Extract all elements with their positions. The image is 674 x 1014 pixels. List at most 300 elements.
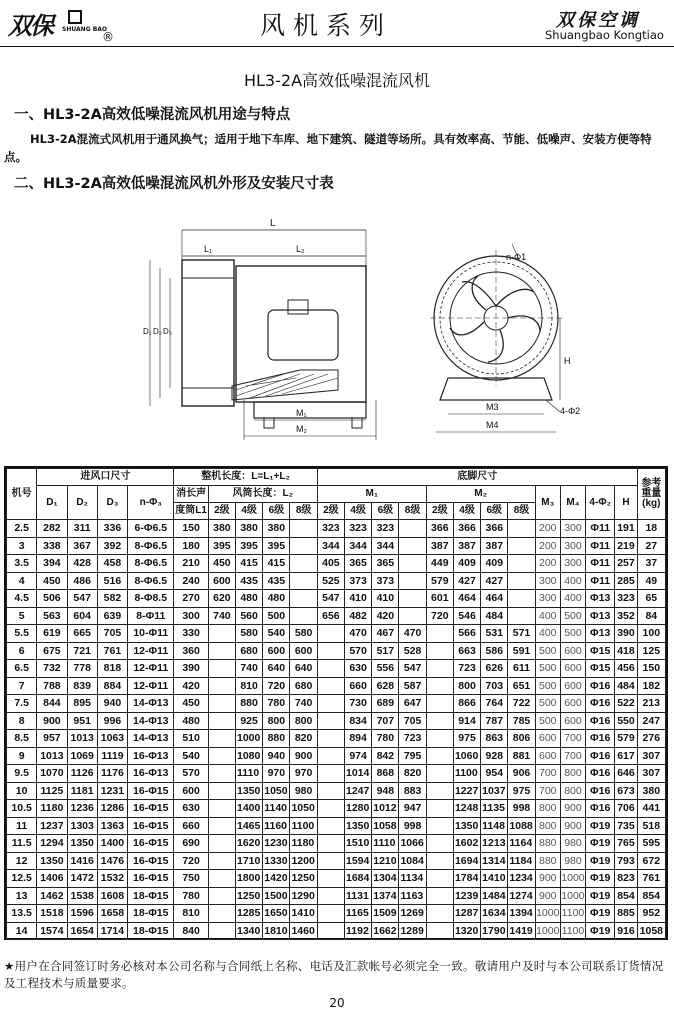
table-cell: 395 (263, 537, 290, 555)
table-cell: 311 (67, 520, 97, 538)
table-cell: 410 (372, 590, 399, 608)
table-cell: 735 (615, 817, 637, 835)
table-cell: 1231 (97, 782, 127, 800)
table-cell: 1013 (67, 730, 97, 748)
table-cell: 665 (67, 625, 97, 643)
table-cell (426, 730, 453, 748)
table-cell: 640 (263, 660, 290, 678)
table-cell: 1269 (399, 905, 426, 923)
table-cell (426, 747, 453, 765)
table-cell: 1594 (345, 852, 372, 870)
table-row (7, 887, 666, 905)
table-cell: 338 (37, 537, 67, 555)
table-cell: 1058 (637, 922, 665, 940)
table-cell: 390 (174, 660, 208, 678)
col-weight: 参考重量(kg) (637, 469, 665, 520)
table-cell: 800 (535, 800, 560, 818)
table-cell: Φ16 (586, 765, 615, 783)
table-cell (508, 607, 535, 625)
table-cell: 1350 (67, 835, 97, 853)
table-cell: 630 (345, 660, 372, 678)
table-cell (399, 607, 426, 625)
table-cell: 500 (535, 642, 560, 660)
table-cell: 18-Φ15 (128, 922, 174, 940)
brand-english: Shuangbao Kongtiao (545, 28, 664, 42)
table-cell: 344 (345, 537, 372, 555)
table-cell (426, 800, 453, 818)
dim-M1: M₁ (296, 408, 307, 418)
table-cell (317, 800, 344, 818)
table-cell: Φ13 (586, 590, 615, 608)
table-cell: 750 (174, 870, 208, 888)
col-M1-6: 6级 (372, 503, 399, 520)
table-cell: 600 (560, 712, 585, 730)
table-cell (290, 520, 317, 538)
table-cell: 180 (174, 537, 208, 555)
table-cell: 366 (453, 520, 480, 538)
table-cell: Φ16 (586, 800, 615, 818)
dim-M2: M₂ (296, 424, 307, 434)
table-cell: 885 (615, 905, 637, 923)
table-cell: 1165 (345, 905, 372, 923)
table-cell (290, 537, 317, 555)
col-M1-8: 8级 (399, 503, 426, 520)
table-cell (399, 572, 426, 590)
table-cell: 1237 (37, 817, 67, 835)
table-cell: 628 (372, 677, 399, 695)
table-cell: 1192 (345, 922, 372, 940)
table-cell: 10-Φ11 (128, 625, 174, 643)
front-view (430, 244, 580, 432)
table-cell: 366 (426, 520, 453, 538)
col-L2-6: 6级 (263, 503, 290, 520)
table-cell: 975 (453, 730, 480, 748)
table-cell: 8-Φ6.5 (128, 555, 174, 573)
table-cell: 12-Φ11 (128, 660, 174, 678)
table-cell: Φ16 (586, 747, 615, 765)
table-cell: 740 (208, 607, 235, 625)
table-row (7, 817, 666, 835)
table-cell (208, 852, 235, 870)
table-cell: 706 (615, 800, 637, 818)
table-cell (317, 835, 344, 853)
table-cell: 900 (535, 870, 560, 888)
col-L2-4: 4级 (236, 503, 263, 520)
table-row (7, 537, 666, 555)
table-cell: 276 (637, 730, 665, 748)
table-cell: 1650 (263, 905, 290, 923)
table-cell: 1058 (372, 817, 399, 835)
table-cell: 323 (317, 520, 344, 538)
table-cell: 1110 (372, 835, 399, 853)
table-cell: 1290 (290, 887, 317, 905)
col-M2-8: 8级 (508, 503, 535, 520)
table-cell: 257 (615, 555, 637, 573)
table-cell: 806 (508, 730, 535, 748)
table-cell: 500 (263, 607, 290, 625)
table-cell: 951 (67, 712, 97, 730)
table-cell: 16-Φ15 (128, 852, 174, 870)
table-cell: 1050 (290, 800, 317, 818)
table-cell: 435 (236, 572, 263, 590)
table-cell: 1662 (372, 922, 399, 940)
col-D3: D₃ (97, 486, 127, 520)
dim-L2: L₂ (296, 244, 305, 254)
table-cell: 884 (97, 677, 127, 695)
table-cell: 49 (637, 572, 665, 590)
table-cell: 380 (236, 520, 263, 538)
table-cell: Φ16 (586, 695, 615, 713)
table-cell (208, 887, 235, 905)
table-cell: 470 (345, 625, 372, 643)
table-cell: Φ15 (586, 642, 615, 660)
table-cell: 800 (290, 712, 317, 730)
table-row (7, 660, 666, 678)
table-cell: 9 (7, 747, 37, 765)
table-cell: 1810 (263, 922, 290, 940)
table-cell: 689 (372, 695, 399, 713)
table-cell: 14-Φ13 (128, 712, 174, 730)
table-cell: 1100 (560, 905, 585, 923)
table-cell: 522 (615, 695, 637, 713)
dim-M4: M4 (486, 420, 499, 430)
table-cell (290, 572, 317, 590)
table-row (7, 922, 666, 940)
table-cell: 7 (7, 677, 37, 695)
table-cell: 500 (535, 712, 560, 730)
table-cell: Φ19 (586, 887, 615, 905)
table-cell: 600 (208, 572, 235, 590)
table-cell: 1790 (481, 922, 508, 940)
table-cell (208, 712, 235, 730)
table-cell: 700 (560, 730, 585, 748)
dim-D3: D₃ (163, 327, 173, 336)
table-cell (426, 677, 453, 695)
table-cell: 1784 (453, 870, 480, 888)
table-row (7, 765, 666, 783)
table-cell: 703 (481, 677, 508, 695)
table-cell: 500 (535, 695, 560, 713)
table-cell: 18-Φ15 (128, 905, 174, 923)
table-cell (508, 572, 535, 590)
table-cell: 587 (399, 677, 426, 695)
table-cell: 323 (615, 590, 637, 608)
table-cell (317, 817, 344, 835)
col-L2-8: 8级 (290, 503, 317, 520)
table-cell: 213 (637, 695, 665, 713)
table-cell: 366 (481, 520, 508, 538)
col-M2-2: 2级 (426, 503, 453, 520)
col-M2-4: 4级 (453, 503, 480, 520)
table-cell: 285 (615, 572, 637, 590)
table-cell: 323 (345, 520, 372, 538)
table-cell: 900 (560, 817, 585, 835)
table-cell (208, 870, 235, 888)
table-cell: 1602 (453, 835, 480, 853)
table-cell: 16-Φ15 (128, 817, 174, 835)
table-cell: 1400 (236, 800, 263, 818)
table-cell: 547 (317, 590, 344, 608)
table-cell: 405 (317, 555, 344, 573)
table-cell: 761 (97, 642, 127, 660)
logo-english: SHUANG BAO (62, 26, 108, 33)
table-cell: 1419 (508, 922, 535, 940)
table-cell: 16-Φ15 (128, 782, 174, 800)
table-cell: 881 (508, 747, 535, 765)
table-cell: 673 (615, 782, 637, 800)
table-cell: 839 (67, 677, 97, 695)
table-row (7, 572, 666, 590)
table-row (7, 677, 666, 695)
col-nphi3: n-Φ₃ (128, 486, 174, 520)
table-cell: 1181 (67, 782, 97, 800)
table-cell: 6-Φ6.5 (128, 520, 174, 538)
table-cell: 700 (560, 747, 585, 765)
table-cell: 395 (208, 537, 235, 555)
table-cell: 914 (453, 712, 480, 730)
table-cell: 579 (615, 730, 637, 748)
table-cell: 600 (560, 677, 585, 695)
table-cell: 531 (481, 625, 508, 643)
table-cell: 18-Φ15 (128, 887, 174, 905)
table-cell: 450 (174, 695, 208, 713)
table-cell: 1134 (399, 870, 426, 888)
table-cell: 975 (508, 782, 535, 800)
company-logo (6, 4, 118, 46)
table-cell: 611 (508, 660, 535, 678)
table-cell: 722 (508, 695, 535, 713)
table-cell: 525 (317, 572, 344, 590)
table-cell: 282 (37, 520, 67, 538)
table-cell: 450 (208, 555, 235, 573)
table-cell: 6.5 (7, 660, 37, 678)
table-cell: 952 (637, 905, 665, 923)
table-cell (317, 625, 344, 643)
table-cell: 390 (615, 625, 637, 643)
table-cell: 900 (535, 887, 560, 905)
table-cell: 1060 (453, 747, 480, 765)
table-cell: 467 (372, 625, 399, 643)
table-cell: 4 (7, 572, 37, 590)
col-H: H (615, 486, 637, 520)
table-row (7, 642, 666, 660)
table-cell: 13 (7, 887, 37, 905)
table-cell: 300 (560, 537, 585, 555)
col-M4: M₄ (560, 486, 585, 520)
table-cell: 456 (615, 660, 637, 678)
table-cell (208, 730, 235, 748)
table-cell: 11.5 (7, 835, 37, 853)
table-cell: 996 (97, 712, 127, 730)
table-cell: 7.5 (7, 695, 37, 713)
table-cell: 1135 (481, 800, 508, 818)
table-cell: 420 (174, 677, 208, 695)
table-cell: 13.5 (7, 905, 37, 923)
table-cell: 100 (637, 625, 665, 643)
table-cell: 1574 (37, 922, 67, 940)
table-cell: 780 (174, 887, 208, 905)
table-cell: 1037 (481, 782, 508, 800)
table-cell: Φ19 (586, 835, 615, 853)
table-cell: 740 (290, 695, 317, 713)
table-cell: 500 (535, 660, 560, 678)
side-view (143, 218, 376, 440)
table-cell: 150 (174, 520, 208, 538)
table-cell: 14-Φ13 (128, 695, 174, 713)
table-cell: 800 (453, 677, 480, 695)
table-cell (208, 747, 235, 765)
table-cell: 1714 (97, 922, 127, 940)
table-cell: 563 (37, 607, 67, 625)
table-cell: 600 (535, 747, 560, 765)
col-L2-2: 2级 (208, 503, 235, 520)
table-cell: 1400 (97, 835, 127, 853)
col-M1-2: 2级 (317, 503, 344, 520)
table-cell: 626 (481, 660, 508, 678)
table-cell: 854 (615, 887, 637, 905)
table-cell: 560 (236, 607, 263, 625)
table-cell: Φ11 (586, 520, 615, 538)
table-cell: 470 (399, 625, 426, 643)
table-cell: 895 (67, 695, 97, 713)
table-cell: 880 (535, 835, 560, 853)
table-row (7, 555, 666, 573)
table-cell: 373 (345, 572, 372, 590)
col-D1: D₁ (37, 486, 67, 520)
table-cell: 484 (615, 677, 637, 695)
fan-outline-drawing (0, 200, 674, 462)
dimension-table (4, 466, 668, 940)
col-group-M2: M₂ (426, 486, 535, 503)
table-cell: 517 (372, 642, 399, 660)
table-cell (290, 555, 317, 573)
table-cell: Φ16 (586, 782, 615, 800)
table-cell: 1247 (345, 782, 372, 800)
table-cell: 1510 (345, 835, 372, 853)
table-cell: 1608 (97, 887, 127, 905)
table-cell: 651 (508, 677, 535, 695)
table-cell (208, 905, 235, 923)
table-cell: 1163 (399, 887, 426, 905)
table-cell: Φ16 (586, 712, 615, 730)
table-cell: 300 (174, 607, 208, 625)
table-cell: 1125 (37, 782, 67, 800)
table-cell: 761 (637, 870, 665, 888)
table-cell: 863 (481, 730, 508, 748)
table-cell (426, 835, 453, 853)
table-cell: 705 (399, 712, 426, 730)
table-cell: 765 (615, 835, 637, 853)
table-cell: 954 (481, 765, 508, 783)
col-group-length: 整机长度：L=L₁+L₂ (174, 469, 317, 486)
table-cell: 1694 (453, 852, 480, 870)
table-cell: 1100 (453, 765, 480, 783)
table-row (7, 590, 666, 608)
table-cell: 16-Φ13 (128, 765, 174, 783)
table-cell: 1286 (97, 800, 127, 818)
table-cell: 540 (174, 747, 208, 765)
table-cell: 528 (399, 642, 426, 660)
table-cell: 868 (372, 765, 399, 783)
table-cell: 441 (637, 800, 665, 818)
table-cell: 1110 (236, 765, 263, 783)
table-cell: 418 (615, 642, 637, 660)
table-cell: 700 (535, 782, 560, 800)
table-cell: 998 (508, 800, 535, 818)
dim-H: H (564, 356, 571, 366)
table-cell (317, 747, 344, 765)
table-cell: 1394 (508, 905, 535, 923)
table-cell: 800 (560, 765, 585, 783)
table-cell (208, 782, 235, 800)
table-row (7, 730, 666, 748)
table-cell: 506 (37, 590, 67, 608)
table-cell: 778 (67, 660, 97, 678)
table-cell: 600 (263, 642, 290, 660)
dim-L1: L₁ (204, 244, 213, 254)
table-cell: 1374 (372, 887, 399, 905)
table-cell: 916 (615, 922, 637, 940)
table-cell (399, 520, 426, 538)
table-cell: 1363 (97, 817, 127, 835)
table-cell (317, 782, 344, 800)
table-cell: 16-Φ15 (128, 870, 174, 888)
table-cell: 352 (615, 607, 637, 625)
table-cell: 1484 (481, 887, 508, 905)
table-cell: 647 (399, 695, 426, 713)
col-D2: D₂ (67, 486, 97, 520)
table-row (7, 905, 666, 923)
table-cell: 27 (637, 537, 665, 555)
table-cell (317, 695, 344, 713)
table-cell (426, 887, 453, 905)
table-cell: 1634 (481, 905, 508, 923)
table-cell: 500 (560, 625, 585, 643)
table-cell: 800 (263, 712, 290, 730)
table-cell: 400 (560, 572, 585, 590)
table-cell: 380 (208, 520, 235, 538)
table-cell: 740 (236, 660, 263, 678)
table-cell: 940 (263, 747, 290, 765)
table-cell: 780 (372, 730, 399, 748)
col-group-M1: M₁ (317, 486, 426, 503)
table-cell: 392 (97, 537, 127, 555)
table-cell (399, 555, 426, 573)
table-cell: Φ15 (586, 660, 615, 678)
table-cell: 663 (453, 642, 480, 660)
table-cell: 582 (97, 590, 127, 608)
table-cell: 1013 (37, 747, 67, 765)
table-cell: 409 (481, 555, 508, 573)
table-cell: 387 (453, 537, 480, 555)
table-cell: 400 (560, 590, 585, 608)
table-cell: 785 (508, 712, 535, 730)
table-cell: 1119 (97, 747, 127, 765)
table-cell: 480 (236, 590, 263, 608)
table-cell: 571 (508, 625, 535, 643)
col-group-inlet: 进风口尺寸 (37, 469, 174, 486)
table-cell: 65 (637, 590, 665, 608)
table-cell: 1126 (67, 765, 97, 783)
table-cell (208, 800, 235, 818)
table-row (7, 800, 666, 818)
table-cell: 880 (236, 695, 263, 713)
table-cell: 604 (67, 607, 97, 625)
table-cell: 998 (399, 817, 426, 835)
table-cell: 410 (345, 590, 372, 608)
table-cell: Φ19 (586, 905, 615, 923)
table-cell: 1340 (236, 922, 263, 940)
